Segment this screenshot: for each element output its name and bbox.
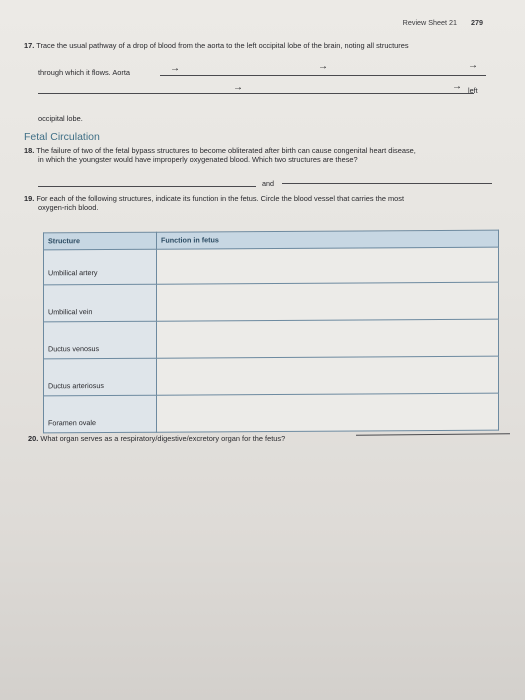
function-answer-cell[interactable] xyxy=(157,282,499,321)
question-19-number: 19. xyxy=(24,194,35,203)
structure-cell: Umbilical vein xyxy=(44,284,157,322)
question-17-number: 17. xyxy=(24,41,35,50)
table-row xyxy=(44,393,499,433)
answer-line-20[interactable] xyxy=(356,433,510,436)
answer-line-18a[interactable] xyxy=(38,186,256,187)
question-19-text-2: oxygen-rich blood. xyxy=(38,203,99,212)
answer-line-17a[interactable] xyxy=(160,75,486,76)
table-row xyxy=(44,247,499,285)
fetal-structures-table xyxy=(43,230,499,434)
column-header-structure: Structure xyxy=(44,232,157,250)
section-title: Fetal Circulation xyxy=(24,131,100,143)
question-17-ending: occipital lobe. xyxy=(38,114,83,123)
structure-cell: Ductus venosus xyxy=(44,321,157,359)
structure-cell: Ductus arteriosus xyxy=(44,358,157,396)
structure-cell: Umbilical artery xyxy=(44,249,157,285)
question-20 xyxy=(28,434,358,444)
question-20-number: 20. xyxy=(28,434,39,443)
structure-cell: Foramen ovale xyxy=(44,395,157,433)
question-17 xyxy=(24,41,504,51)
page-number: 279 xyxy=(471,18,483,27)
table-row xyxy=(44,356,499,396)
arrow-icon: → xyxy=(170,63,180,74)
function-answer-cell[interactable] xyxy=(157,356,499,395)
question-18-text-2: in which the youngster would have improperly oxygenated blood. Which two structures are these? xyxy=(38,155,358,164)
question-18-text-1: The failure of two of the fetal bypass structures to become obliterated after birth can cause congenital heart disease, xyxy=(36,146,416,155)
left-label: left xyxy=(468,86,478,95)
column-header-function: Function in fetus xyxy=(157,230,499,249)
review-sheet-label: Review Sheet 21 xyxy=(402,18,457,27)
arrow-icon: → xyxy=(452,81,462,92)
question-18-number: 18. xyxy=(24,146,35,155)
function-answer-cell[interactable] xyxy=(157,319,499,358)
table-row xyxy=(44,319,499,359)
question-19-text-1: For each of the following structures, indicate its function in the fetus. Circle the blood vessel that carries the most xyxy=(36,194,405,203)
question-17-line2: through which it flows. Aorta xyxy=(38,68,131,77)
table-row xyxy=(44,282,499,322)
question-20-text: What organ serves as a respiratory/digestive/excretory organ for the fetus? xyxy=(40,434,286,443)
function-answer-cell[interactable] xyxy=(157,247,499,284)
answer-line-17b[interactable] xyxy=(38,93,474,94)
function-answer-cell[interactable] xyxy=(157,393,499,432)
arrow-icon: → xyxy=(318,61,328,72)
arrow-icon: → xyxy=(233,82,243,93)
question-17-text: Trace the usual pathway of a drop of blood from the aorta to the left occipital lobe of the brain, noting all structures xyxy=(36,41,409,50)
arrow-icon: → xyxy=(468,60,478,71)
answer-line-18b[interactable] xyxy=(282,183,492,184)
and-label: and xyxy=(262,179,274,188)
page-header xyxy=(403,18,483,27)
